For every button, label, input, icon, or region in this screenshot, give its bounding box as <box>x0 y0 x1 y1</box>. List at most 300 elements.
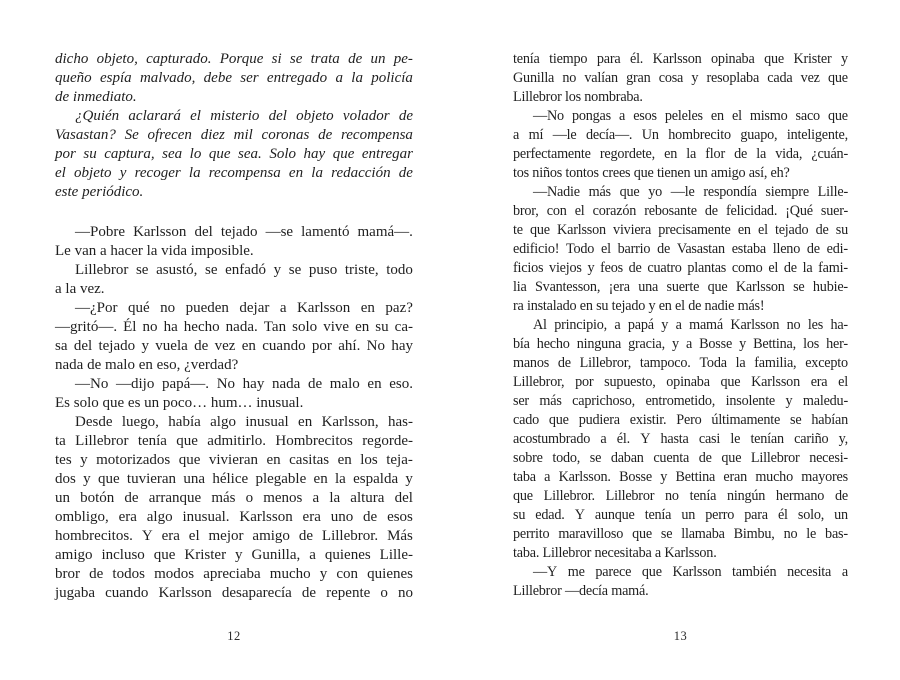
word: feos <box>600 260 623 276</box>
word: —No <box>533 108 564 124</box>
word: que <box>176 433 198 449</box>
word: necesi- <box>809 450 848 466</box>
word: Karlsson <box>296 300 351 316</box>
word: de <box>318 127 333 143</box>
word: espalda <box>353 471 399 487</box>
text-line <box>513 392 848 411</box>
word: de <box>834 488 848 504</box>
word: que <box>632 526 652 542</box>
word: su <box>835 222 848 238</box>
word: edificio! <box>513 241 560 257</box>
word: excepto <box>805 355 848 371</box>
word: edi- <box>826 241 848 257</box>
text-line <box>513 316 848 335</box>
word: de <box>398 108 413 124</box>
word: caprichoso, <box>572 393 635 409</box>
text-line <box>513 354 848 373</box>
word: en <box>360 300 375 316</box>
word: papá <box>627 317 654 333</box>
word: puso <box>308 262 338 278</box>
text-line <box>55 164 413 183</box>
word: del <box>394 490 413 506</box>
word: que <box>720 374 741 390</box>
word: esos <box>633 108 657 124</box>
text-line: tos niños tontos crees que tienen un amigo así, eh? <box>513 165 790 181</box>
word: Todo <box>566 241 595 257</box>
word: Lillebror <box>605 488 655 504</box>
word: hecho <box>183 319 220 335</box>
word: mucho <box>269 566 311 582</box>
word: tenía <box>644 507 672 523</box>
word: perrito <box>513 526 550 542</box>
text-line: este periódico. <box>55 184 144 200</box>
word: que <box>641 564 662 580</box>
word: tenía <box>513 51 540 67</box>
word: la <box>735 355 746 371</box>
word: el <box>757 222 768 238</box>
word: trata <box>310 51 340 67</box>
word: el <box>190 108 201 124</box>
word: nada <box>271 376 301 392</box>
text-line <box>513 259 848 278</box>
word: ombligo, <box>55 509 109 525</box>
text-line <box>513 563 848 582</box>
word: era <box>810 374 828 390</box>
word: todo <box>386 262 413 278</box>
word: que <box>178 452 201 468</box>
word: incluso <box>101 547 145 563</box>
word: tampoco. <box>639 355 691 371</box>
word: y <box>672 336 679 352</box>
word: misterio <box>210 108 260 124</box>
word: botón <box>80 490 115 506</box>
word: recoger <box>134 165 181 181</box>
word: Y <box>640 431 651 447</box>
word: los <box>360 452 378 468</box>
word: hubie- <box>812 279 848 295</box>
word: —le <box>670 184 695 200</box>
word: de <box>89 566 104 582</box>
word: arranque <box>148 490 202 506</box>
word: sea <box>162 146 183 162</box>
word: a <box>309 547 316 563</box>
word: de <box>783 260 797 276</box>
word: Y <box>574 507 585 523</box>
word: la <box>311 165 323 181</box>
word: necesita <box>787 564 832 580</box>
word: vive <box>323 319 350 335</box>
text-line: Es solo que es un poco… hum… inusual. <box>55 395 304 411</box>
word: Vasastan? <box>55 127 116 143</box>
word: habían <box>811 412 848 428</box>
text-line <box>55 50 413 69</box>
word: mejor <box>208 528 244 544</box>
text-line <box>55 432 413 451</box>
word: existir. <box>629 412 667 428</box>
word: que <box>548 412 569 428</box>
word: se <box>289 51 303 67</box>
word: resoplaba <box>706 70 760 86</box>
word: tiempo <box>549 51 588 67</box>
word: Karlsson, <box>321 414 379 430</box>
word: no <box>142 319 158 335</box>
word: Karlsson. <box>558 469 611 485</box>
word: tejado <box>98 338 136 354</box>
word: tenía <box>137 433 167 449</box>
word: Lillebror, <box>579 355 632 371</box>
text-line <box>513 202 848 221</box>
word: más <box>211 490 236 506</box>
word: como <box>731 260 763 276</box>
word: un <box>370 51 386 67</box>
word: hermano <box>775 488 825 504</box>
word: del <box>73 338 93 354</box>
word: Él <box>123 319 137 335</box>
word: que <box>208 146 231 162</box>
text-line <box>55 145 413 164</box>
word: y <box>587 260 595 276</box>
word: —le <box>552 127 577 143</box>
word: apreciaba <box>203 566 261 582</box>
word: objeto, <box>96 51 138 67</box>
word: eso. <box>389 376 413 392</box>
text-line: Lillebror los nombraba. <box>513 89 643 105</box>
word: suer- <box>820 203 848 219</box>
word: y <box>141 338 149 354</box>
text-line <box>55 413 413 432</box>
word: esos <box>387 509 413 525</box>
text-line <box>55 527 413 546</box>
word: cuando <box>262 338 306 354</box>
word: la <box>756 146 767 162</box>
word: desaparecía <box>221 585 292 601</box>
word: y, <box>838 431 848 447</box>
page-right-text-block <box>513 50 848 601</box>
word: queño <box>55 70 92 86</box>
word: del <box>194 224 213 240</box>
word: admitirlo. <box>207 433 267 449</box>
word: no <box>160 300 176 316</box>
word: Lillebror. <box>321 528 379 544</box>
word: que <box>827 70 848 86</box>
text-line <box>55 584 413 603</box>
word: mamá—. <box>357 224 413 240</box>
word: fami- <box>818 260 848 276</box>
word: a <box>675 317 682 333</box>
text-line <box>513 240 848 259</box>
page-right-number: 13 <box>673 629 688 643</box>
text-line <box>513 221 848 240</box>
word: era <box>302 509 321 525</box>
word: entregar <box>361 146 413 162</box>
word: regorde- <box>362 433 413 449</box>
word: Tan <box>263 319 287 335</box>
word: viviera <box>613 222 652 238</box>
word: en <box>241 338 256 354</box>
word: lia <box>513 279 527 295</box>
word: inusual <box>245 414 289 430</box>
word: jugaba <box>55 585 95 601</box>
word: y <box>660 469 668 485</box>
text-line <box>513 69 848 88</box>
word: el <box>574 203 585 219</box>
word: felicidad. <box>725 203 778 219</box>
word: policía <box>371 70 413 86</box>
word: le <box>806 526 817 542</box>
text-line <box>513 145 848 164</box>
word: a <box>614 317 621 333</box>
word: de <box>363 509 378 525</box>
word: del <box>268 108 287 124</box>
word: hasta <box>660 431 689 447</box>
word: se <box>660 526 673 542</box>
word: vez <box>800 70 820 86</box>
word: a <box>513 127 520 143</box>
word: amigo <box>55 547 93 563</box>
word: yo <box>648 184 663 200</box>
word: recompensa <box>208 165 281 181</box>
word: era <box>161 528 180 544</box>
word: la <box>335 471 346 487</box>
word: a <box>685 336 693 352</box>
word: de <box>704 203 718 219</box>
word: tejado <box>220 224 258 240</box>
word: malvado, <box>139 70 196 86</box>
word: de <box>557 355 571 371</box>
word: te <box>513 222 523 238</box>
word: aunque <box>594 507 635 523</box>
word: ser <box>240 70 259 86</box>
word: y <box>273 262 282 278</box>
word: también <box>732 564 777 580</box>
word: dejar <box>239 300 270 316</box>
word: se <box>790 412 802 428</box>
word: entregado <box>266 70 328 86</box>
word: cuatro <box>647 260 682 276</box>
word: de <box>806 241 820 257</box>
word: Toda <box>699 355 727 371</box>
word: que <box>97 471 120 487</box>
word: malo <box>329 376 360 392</box>
word: el <box>838 374 848 390</box>
word: edad. <box>535 507 565 523</box>
word: —Y <box>533 564 558 580</box>
word: respondía <box>703 184 757 200</box>
word: Lille- <box>379 547 413 563</box>
word: modos <box>154 566 195 582</box>
text-line <box>55 107 413 126</box>
word: Hombrecitos <box>275 433 353 449</box>
text-line <box>513 126 848 145</box>
text-line <box>513 449 848 468</box>
word: sea. <box>238 146 262 162</box>
word: pueden <box>185 300 229 316</box>
word: Krister <box>184 547 227 563</box>
word: pudiera <box>578 412 620 428</box>
word: en <box>288 165 304 181</box>
word: era <box>118 509 137 525</box>
word: solo <box>292 319 318 335</box>
word: por <box>575 374 594 390</box>
word: Svantesson, <box>534 279 601 295</box>
word: enfadó <box>225 262 266 278</box>
word: nada. <box>225 319 258 335</box>
word: que <box>619 184 640 200</box>
word: taba <box>513 469 536 485</box>
word: supuesto, <box>604 374 656 390</box>
word: últimamente <box>711 412 781 428</box>
word: se <box>288 262 302 278</box>
word: tejado <box>774 222 809 238</box>
word: Krister <box>793 51 832 67</box>
text-line: Le van a hacer la vida imposible. <box>55 243 254 259</box>
word: Gunilla <box>513 70 555 86</box>
word: hombrecito <box>668 127 731 143</box>
word: los <box>803 336 820 352</box>
word: vez <box>214 338 236 354</box>
text-line <box>513 487 848 506</box>
word: se <box>793 279 805 295</box>
word: no <box>786 317 801 333</box>
word: ha <box>163 319 178 335</box>
word: capturado. <box>146 51 212 67</box>
word: Gunilla, <box>251 547 301 563</box>
word: no <box>783 526 798 542</box>
word: motorizados <box>96 452 171 468</box>
word: a <box>335 70 343 86</box>
word: Karlsson <box>730 317 780 333</box>
word: de <box>194 338 209 354</box>
word: de <box>124 490 139 506</box>
word: eran <box>723 469 748 485</box>
word: decía—. <box>586 127 633 143</box>
word: ca- <box>394 319 413 335</box>
word: y <box>405 471 413 487</box>
word: mamá <box>689 317 723 333</box>
text-line: a la vez. <box>55 281 105 297</box>
word: el <box>188 528 200 544</box>
word: que <box>707 279 728 295</box>
word: se <box>205 262 218 278</box>
word: Karlsson <box>557 222 606 238</box>
word: Vasastan <box>676 241 725 257</box>
word: peleles <box>664 108 703 124</box>
word: ofrecen <box>147 127 192 143</box>
word: la <box>188 165 201 181</box>
word: a <box>841 564 848 580</box>
word: bror, <box>513 203 539 219</box>
word: Y <box>141 528 153 544</box>
word: valían <box>584 70 618 86</box>
word: barrio <box>617 241 651 257</box>
word: no <box>397 585 413 601</box>
word: cuenta <box>653 450 690 466</box>
word: y <box>319 566 328 582</box>
word: y <box>785 393 793 409</box>
word: her- <box>826 336 848 352</box>
word: él. <box>629 51 644 67</box>
word: rebosante <box>644 203 697 219</box>
word: casitas <box>289 452 330 468</box>
word: lamentó <box>301 224 350 240</box>
word: Karlsson <box>751 374 800 390</box>
word: —gritó—. <box>55 319 118 335</box>
word: a <box>279 300 287 316</box>
word: y <box>119 165 127 181</box>
word: la <box>329 490 341 506</box>
word: dos <box>55 471 76 487</box>
word: precisamente <box>658 222 731 238</box>
word: debe <box>203 70 232 86</box>
word: triste, <box>344 262 379 278</box>
word: Karlsson <box>133 224 187 240</box>
word: Al <box>533 317 547 333</box>
text-line <box>55 375 413 394</box>
word: gran <box>626 70 651 86</box>
word: Bimbu, <box>733 526 775 542</box>
word: Lillebror <box>750 450 800 466</box>
word: para <box>744 507 768 523</box>
word: hay <box>242 376 265 392</box>
word: no <box>562 70 577 86</box>
word: —se <box>265 224 294 240</box>
word: tenía <box>689 488 717 504</box>
word: papá—. <box>161 376 210 392</box>
text-line <box>55 318 413 337</box>
word: cado <box>513 412 539 428</box>
word: y <box>83 471 91 487</box>
word: objeto <box>74 165 112 181</box>
word: —Pobre <box>75 224 125 240</box>
text-line <box>55 69 413 88</box>
word: Lillebror <box>75 262 129 278</box>
word: de <box>298 528 313 544</box>
text-line <box>513 468 848 487</box>
word: inteligente, <box>786 127 848 143</box>
word: —dijo <box>115 376 155 392</box>
word: suerte <box>666 279 700 295</box>
word: Lillebror <box>75 433 129 449</box>
word: les <box>807 317 824 333</box>
word: él <box>777 507 788 523</box>
word: ¿Quién <box>75 108 120 124</box>
word: ficios <box>513 260 544 276</box>
text-line <box>55 508 413 527</box>
text-line <box>513 373 848 392</box>
word: opinaba <box>666 374 710 390</box>
word: que <box>332 146 355 162</box>
word: redacción <box>331 165 391 181</box>
word: por <box>55 146 76 162</box>
page-left-number: 12 <box>227 629 241 643</box>
word: Pero <box>676 412 702 428</box>
word: mí <box>528 127 544 143</box>
text-line <box>513 278 848 297</box>
word: mismo <box>749 108 788 124</box>
word: de <box>698 450 712 466</box>
word: inusual. <box>182 509 230 525</box>
text-line <box>513 107 848 126</box>
word: maravilloso <box>558 526 624 542</box>
text-line <box>55 489 413 508</box>
word: corazón <box>592 203 637 219</box>
word: que <box>828 108 848 124</box>
word: paz? <box>385 300 413 316</box>
word: sa <box>55 338 68 354</box>
word: que <box>721 450 742 466</box>
word: recompensa <box>340 127 413 143</box>
word: que <box>513 488 533 504</box>
